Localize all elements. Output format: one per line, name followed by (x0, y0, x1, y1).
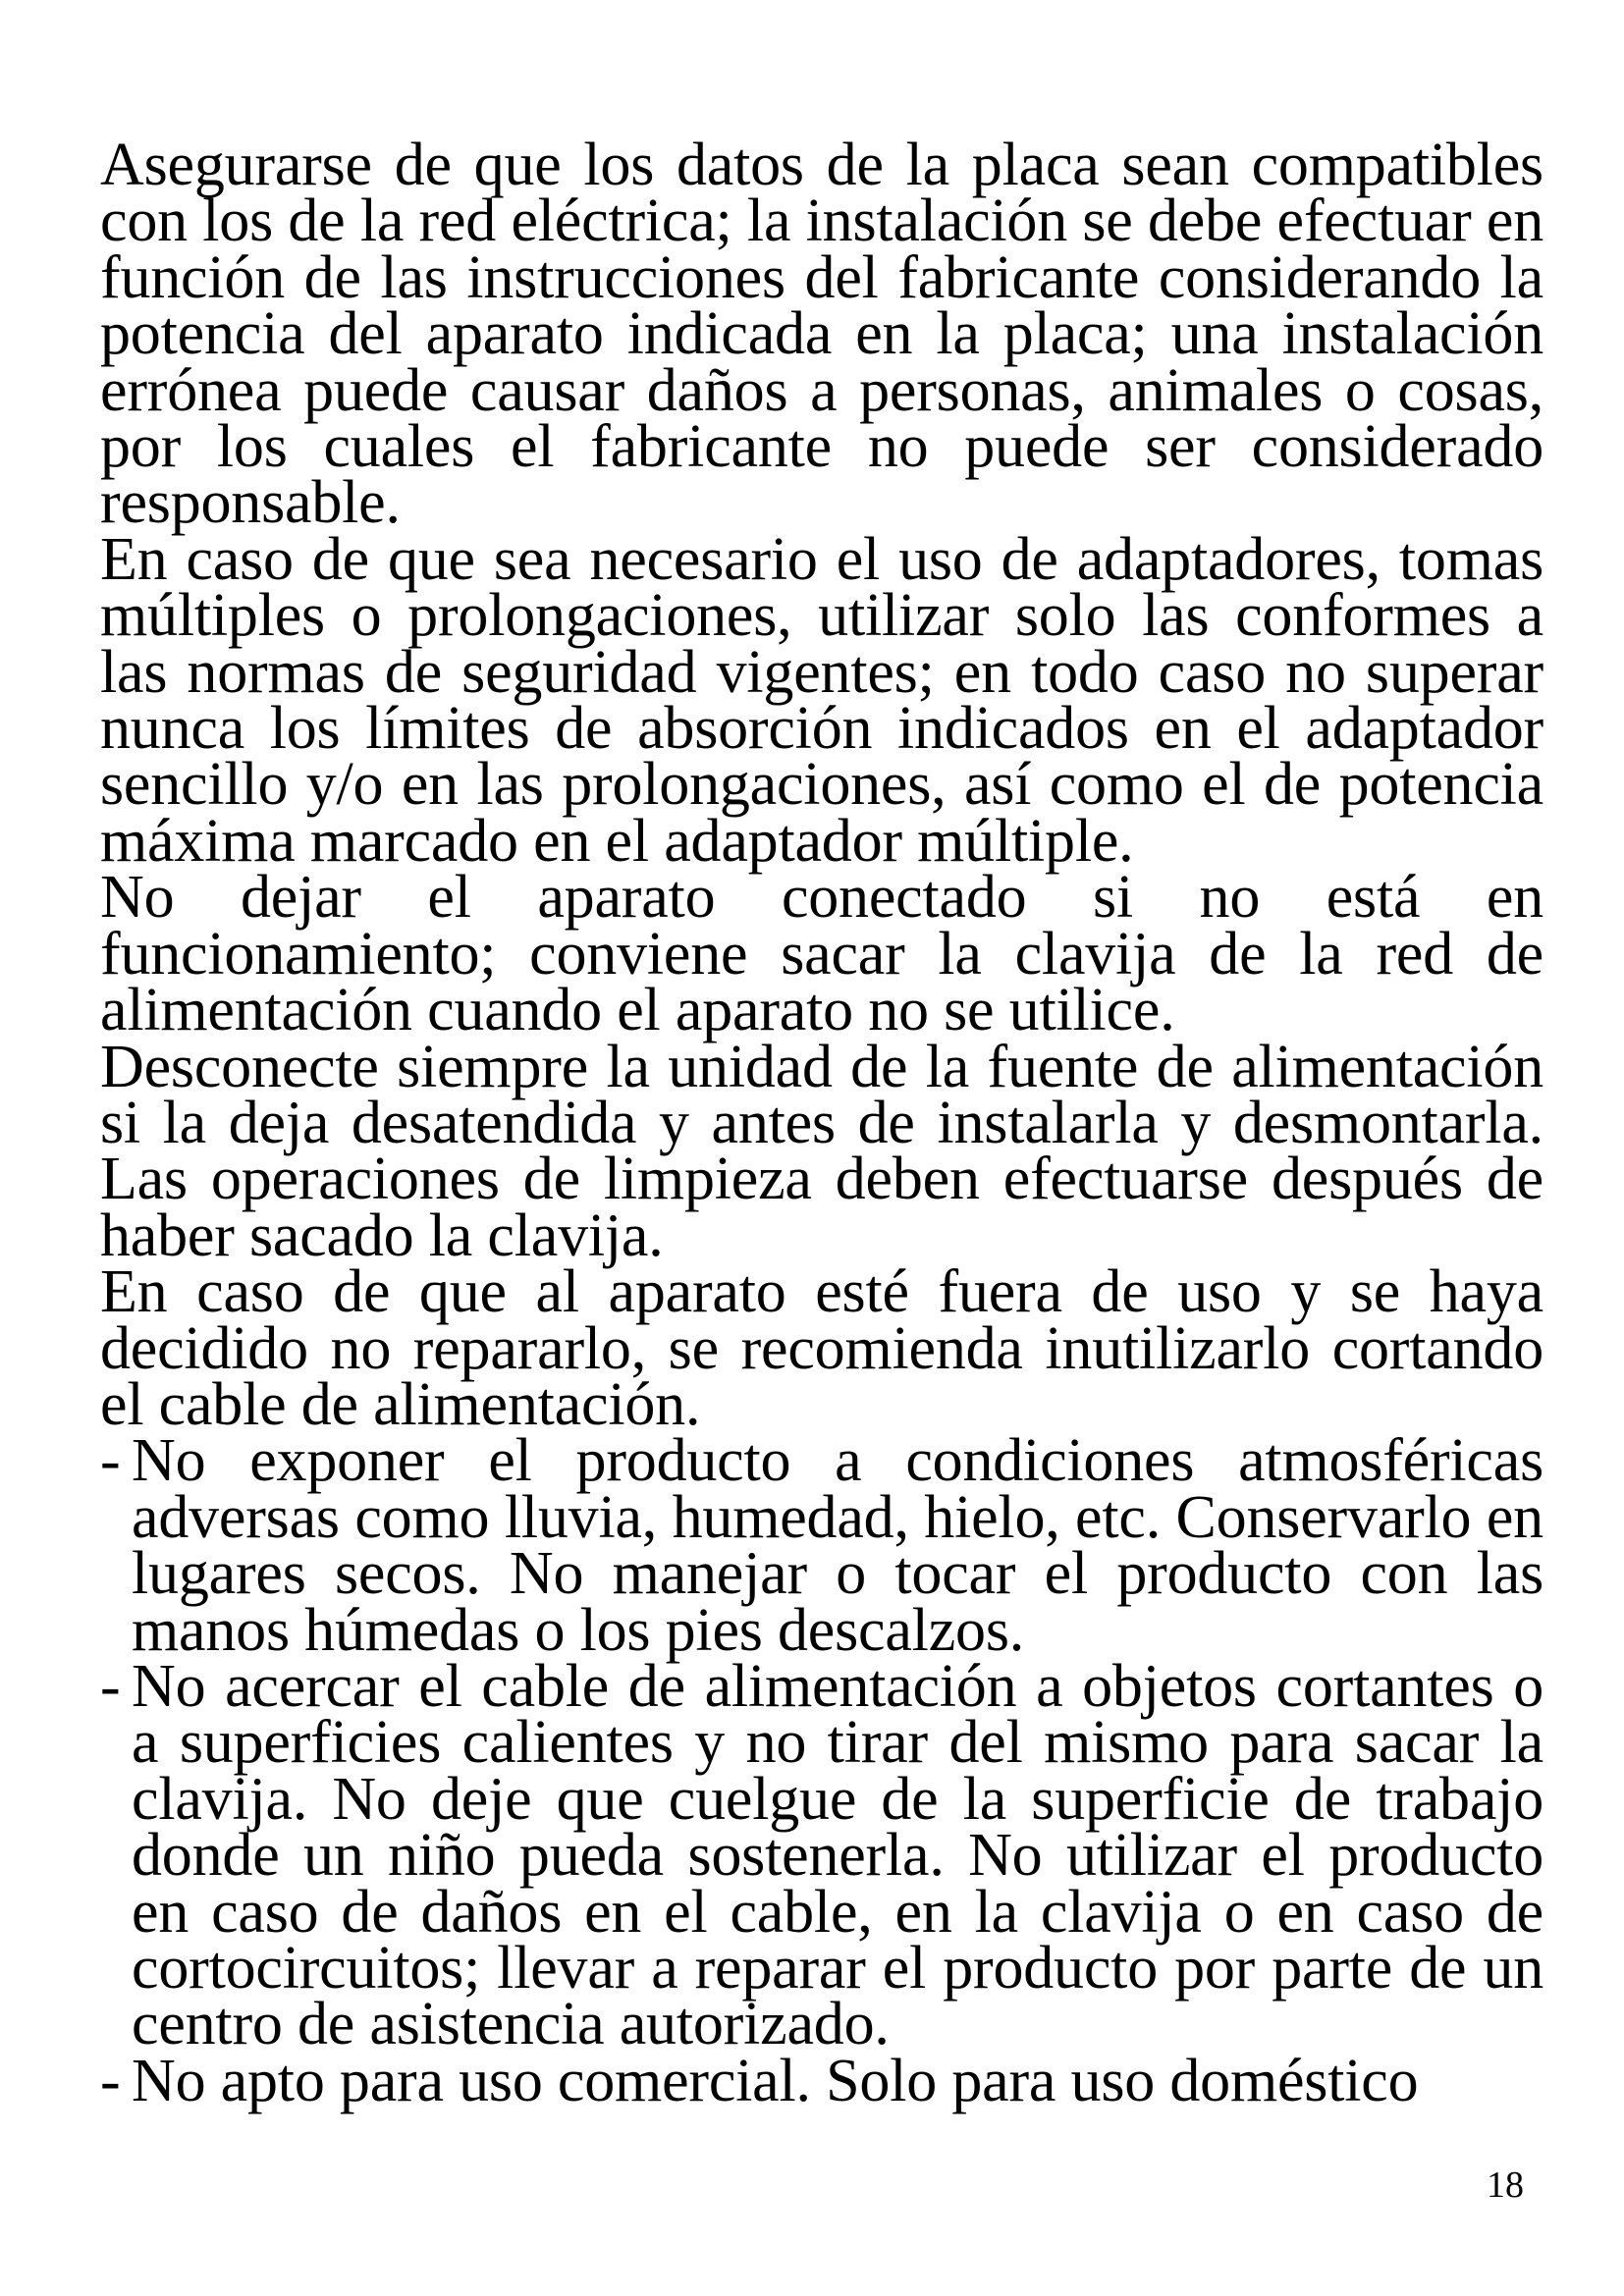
paragraph-disconnect-when-idle: No dejar el aparato conectado si no está en funcionamiento; conviene sacar la clavija de la red de alimentación cuando el aparato no se utilice. (100, 864, 1543, 1044)
paragraph-adapters: En caso de que sea necesario el uso de adaptadores, tomas múltiples o prolongaciones, utilizar solo las conformes a las normas de seguridad vigentes; en todo caso no superar nunca los límites de absorción indicados en el adaptador sencillo y/o en las prolongaciones, así como el de potencia máxima marcado en el adaptador múltiple. (100, 525, 1543, 875)
paragraph-disposal: En caso de que al aparato esté fuera de uso y se haya decidido no repararlo, se recomienda inutilizarlo cortando el cable de alimentación. (100, 1258, 1543, 1438)
safety-bullet-list (100, 1427, 1543, 2114)
bullet-domestic-use: - No apto para uso comercial. Solo para uso doméstico (100, 2054, 1543, 2109)
bullet-weather-exposure: - No exponer el producto a condiciones atmosféricas adversas como lluvia, humedad, hielo, etc. Conservarlo en lugares secos. No manejar o tocar el producto con las manos húmedas o los pies descalzos. (100, 1433, 1543, 1659)
document-body (100, 132, 1543, 2114)
paragraph-nameplate-compatibility: Asegurarse de que los datos de la placa sean compatibles con los de la red eléctrica; la instalación se debe efectuar en función de las instrucciones del fabricante considerando la potencia del aparato indicada en la placa; una instalación errónea puede causar daños a personas, animales o cosas, por los cuales el fabricante no puede ser considerado responsable. (100, 132, 1543, 537)
paragraph-disconnect-unattended: Desconecte siempre la unidad de la fuente de alimentación si la deja desatendida y antes de instalarla y desmontarla. Las operaciones de limpieza deben efectuarse después de haber sacado la clavija. (100, 1033, 1543, 1269)
page-number: 18 (1487, 2164, 1524, 2206)
bullet-power-cable: - No acercar el cable de alimentación a objetos cortantes o a superficies calientes y no tirar del mismo para sacar la clavija. No deje que cuelgue de la superficie de trabajo donde un niño pueda sostenerla. No utilizar el producto en caso de daños en el cable, en la clavija o en caso de cortocircuitos; llevar a reparar el producto por parte de un centro de asistencia autorizado. (100, 1659, 1543, 2054)
